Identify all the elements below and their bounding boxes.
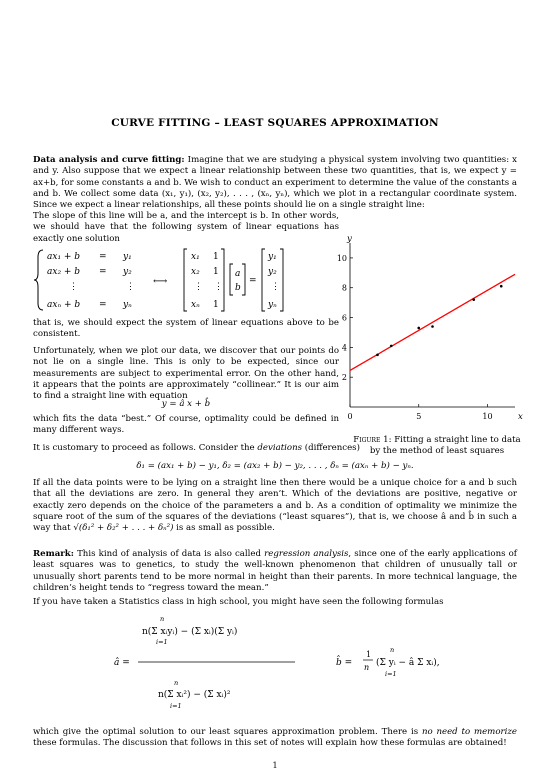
matrix-2-2: 1 [213,267,219,277]
customary-text-1: It is customary to proceed as follows. Consider the [33,443,258,453]
remark-text-1: This kind of analysis of data is also called [73,549,265,559]
sys-row-3-rhs: ⋮ [126,282,135,292]
intro-text: Imagine that we are studying a physical system involving two quantities: x and y. Also suppose that we expect a linear relationship between these two quantities, that is, we expect y = ax+b, for some constants a and b. We wish to conduct an experiment to determine the value of the constants a and b. We collect some data (x₁, y₁), (x₂, y₂), . . . , (xₙ, yₙ), which we plot in a rectangular coordinate system. Since we expect a linear relationships, all these points should lie on a single straight line: [33,155,517,211]
b-sum-bottom: i=1 [385,670,397,678]
matrix-2-1: x₂ [191,267,200,277]
matrix-3-2: ⋮ [214,282,223,292]
optimality-paragraph [33,478,517,534]
data-point [500,285,503,288]
remark-text-2: , since one of the early applications of least squares was to genetics, to study the well-known phenomenon that children of unusually tall or unusually short parents tend to be more normal in height than their parents. In more technical language, the children’s height tends to “regress toward the mean.” [33,549,517,593]
formula-graphic [100,612,480,724]
matrix-equals: = [249,276,257,286]
scatter-chart [338,232,530,426]
matrix-3-1: ⋮ [194,282,203,292]
x-axis-label: x [518,412,523,422]
sys-row-4-rhs: yₙ [123,300,132,310]
a-num-sum-top: n [160,615,165,623]
unfortunately-paragraph: Unfortunately, when we plot our data, we discover that our points do not lie on a single line. This is only to be expected, since our measurements are subject to experimental error. On the other hand, it appears that the points are approximately “collinear.” It is our aim to find a straight line with equation [33,346,339,402]
slope-paragraph: The slope of this line will be a, and the intercept is b. In other words, we should have that the following system of linear equations has exactly one solution [33,211,339,244]
y-axis-label: y [347,234,352,244]
optimality-text-end: is as small as possible. [173,523,275,534]
y-tick-label: 8 [341,283,347,293]
line-equation: y = â x + b̂ [161,399,211,409]
statistics-paragraph: If you have taken a Statistics class in high school, you might have seen the following formulas [33,597,444,607]
x-tick-label: 5 [416,412,422,421]
figure-caption-text: Fitting a straight line to data by the method of least squares [369,435,521,456]
best-fit-paragraph: which fits the data “best.” Of course, optimality could be defined in many different ways. [33,414,339,436]
sys-row-4-eq: = [99,300,107,310]
sys-row-1-eq: = [99,252,107,262]
sys-row-1-rhs: y₁ [123,252,132,262]
x-tick-label: 0 [347,412,353,421]
regression-term: regression analysis [264,549,349,559]
y-tick-label: 10 [336,253,347,263]
data-point [472,298,475,301]
closing-text-1: which give the optimal solution to our least squares approximation problem. There is [33,727,422,737]
y-tick-label: 6 [341,313,347,323]
data-point [390,345,393,348]
page-number: 1 [272,761,278,770]
a-den-sum-bottom: i=1 [170,702,182,710]
matrix-1-2: 1 [213,252,219,262]
deviations-term: deviations [257,443,303,453]
figure-caption-label: Figure 1: [353,435,392,445]
rhs-2: y₂ [268,267,277,277]
sys-row-1-lhs: ax₁ + b [47,252,81,262]
unknown-b: b [235,283,241,293]
sys-row-2-lhs: ax₂ + b [47,267,81,277]
rhs-3: ⋮ [271,282,280,292]
root-sum-squares-expression: √(δ₁² + δ₂² + . . . + δₙ²) [73,523,174,534]
page-title: CURVE FITTING – LEAST SQUARES APPROXIMATION [111,117,439,129]
data-point [376,354,379,357]
a-num-sum-bottom: i=1 [156,638,168,646]
y-tick-label: 2 [341,373,347,383]
sys-row-2-rhs: y₂ [123,267,132,277]
least-squares-formulas [100,612,480,724]
rhs-4: yₙ [268,300,277,310]
equivalence-arrow: ⟷ [153,276,168,287]
no-memorize-emphasis: no need to memorize [421,727,517,737]
remark-heading: Remark: [33,549,74,559]
intro-paragraph [33,155,517,211]
rhs-1: y₁ [268,252,277,262]
b-fraction-den: n [364,663,370,672]
deviations-equation: δ₁ = (ax₁ + b) − y₁, δ₂ = (ax₂ + b) − y₂, . . . , δₙ = (axₙ + b) − yₙ. [136,461,414,471]
y-tick-label: 4 [341,343,347,353]
remark-paragraph [33,549,517,594]
fit-line [350,274,515,370]
matrix-4-1: xₙ [191,300,200,310]
a-hat-label: â = [114,658,130,668]
matrix-1-1: x₁ [191,252,200,262]
data-point [417,327,420,330]
optimality-text: If all the data points were to be lying on a straight line then there would be a unique choice for a and b such that all the deviations are zero. In general they aren’t. Which of the deviations are positive, negative or exactly zero depends on the choice of the parameters a and b. As a condition of optimality we minimize the square root of the sum of the squares of the deviations (“least squares”), that is, we choose â and b̂ in such a way that [33,478,517,534]
b-body: (Σ yᵢ − â Σ xᵢ), [376,658,440,668]
b-fraction-num: 1 [366,650,372,659]
linear-system-graphic [33,247,338,313]
customary-paragraph [33,443,517,454]
data-point [431,325,434,328]
unknown-a: a [235,269,241,279]
closing-paragraph [33,727,517,750]
b-hat-label: b̂ = [336,658,353,668]
intro-heading: Data analysis and curve fitting: [33,155,185,165]
x-tick-label: 10 [482,412,493,421]
a-den-sum-top: n [174,679,179,687]
sys-row-2-eq: = [99,267,107,277]
sys-row-3-lhs: ⋮ [69,282,78,292]
matrix-4-2: 1 [213,300,219,310]
consistent-paragraph: that is, we should expect the system of linear equations above to be consistent. [33,318,339,340]
closing-text-2: these formulas. The discussion that follows in this set of notes will explain how these formulas are obtained! [33,738,507,749]
a-denominator: n(Σ xᵢ²) − (Σ xᵢ)² [158,690,231,700]
customary-text-2: (differences) [302,443,360,453]
b-sum-top: n [390,646,395,654]
a-numerator: n(Σ xᵢyᵢ) − (Σ xᵢ)(Σ yᵢ) [142,627,238,637]
linear-system [33,247,338,313]
sys-row-4-lhs: axₙ + b [47,300,81,310]
